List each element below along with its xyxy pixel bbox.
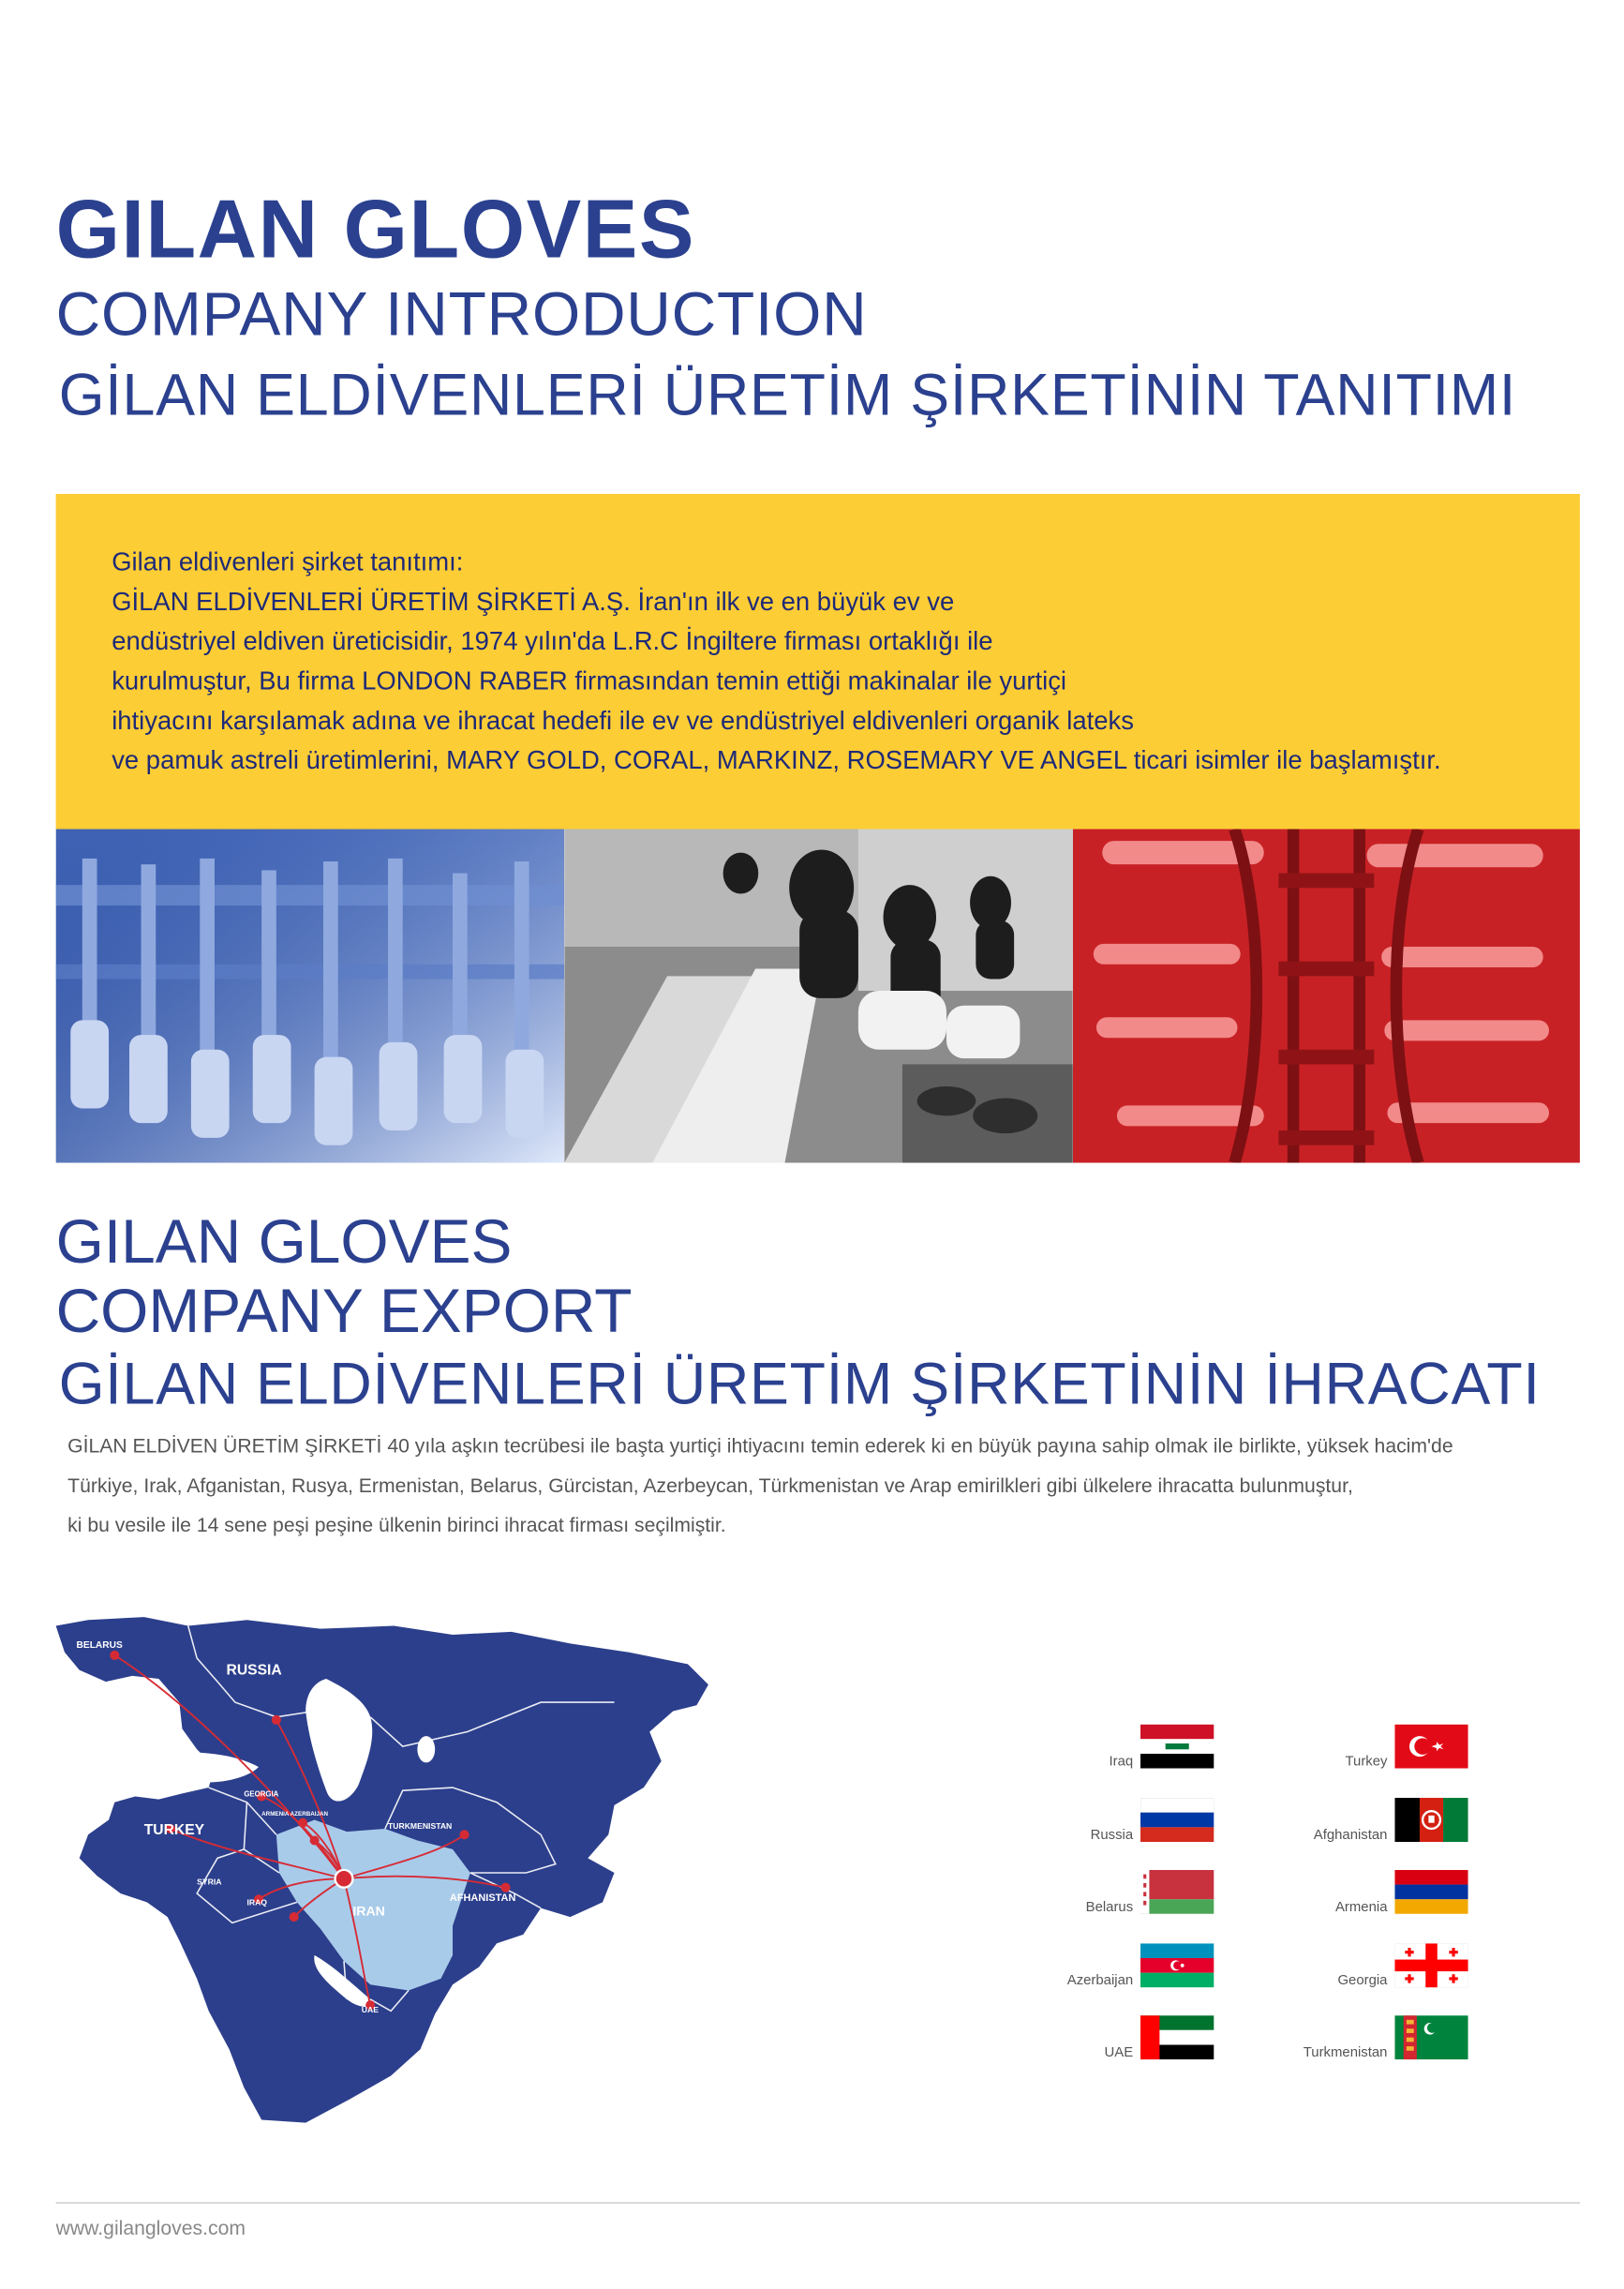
workers-photo-gray xyxy=(564,830,1073,1163)
intro-line: GİLAN ELDİVENLERİ ÜRETİM ŞİRKETİ A.Ş. İran'ın ilk ve en büyük ev ve xyxy=(112,586,955,617)
armenia-flag-icon xyxy=(1394,1870,1468,1914)
intro-box xyxy=(56,494,1580,830)
flag-label-azerbaijan: Azerbaijan xyxy=(1066,1972,1134,1989)
export-paragraph-line: ki bu vesile ile 14 sene peşi peşine ülkenin birinci ihracat firması seçilmiştir. xyxy=(67,1514,726,1536)
subtitle-english: COMPANY INTRODUCTION xyxy=(55,278,868,349)
intro-line: ihtiyacını karşılamak adına ve ihracat hedefi ile ev ve endüstriyel eldivenleri organik lateks xyxy=(112,705,1134,736)
export-paragraph-line: GİLAN ELDİVEN ÜRETİM ŞİRKETİ 40 yıla aşkın tecrübesi ile başta yurtiçi ihtiyacını temin ederek ki en büyük payına sahip olmak ile birlikte, yüksek hacim'de xyxy=(67,1434,1453,1458)
intro-line: ve pamuk astreli üretimlerini, MARY GOLD, CORAL, MARKINZ, ROSEMARY VE ANGEL ticari isimler ile başlamıştır. xyxy=(112,745,1441,775)
export-map xyxy=(56,1614,718,2129)
flag-label-belarus: Belarus xyxy=(1085,1899,1134,1916)
map-label-russia: RUSSIA xyxy=(226,1662,282,1679)
iraq-flag-icon xyxy=(1140,1725,1214,1769)
factory-molds-photo-blue xyxy=(56,830,565,1163)
turkey-flag-icon xyxy=(1394,1725,1468,1769)
flag-label-iraq: Iraq xyxy=(1109,1753,1134,1771)
flag-label-afghanistan: Afghanistan xyxy=(1313,1827,1388,1844)
intro-line: endüstriyel eldiven üreticisidir, 1974 yılın'da L.R.C İngiltere firması ortaklığı ile xyxy=(112,626,993,656)
flag-label-turkmenistan: Turkmenistan xyxy=(1303,2044,1388,2061)
russia-flag-icon xyxy=(1140,1798,1214,1842)
map-label-georgia: GEORGIA xyxy=(244,1789,279,1799)
intro-line: Gilan eldivenleri şirket tanıtımı: xyxy=(112,546,464,576)
brand-title: GILAN GLOVES xyxy=(55,182,696,276)
map-label-iraq: IRAQ xyxy=(246,1897,268,1908)
map-label-iran: IRAN xyxy=(352,1903,385,1919)
export-title-line2: COMPANY EXPORT xyxy=(55,1276,633,1345)
map-label-syria: SYRIA xyxy=(197,1877,222,1887)
footer-divider xyxy=(56,2202,1580,2204)
flag-label-georgia: Georgia xyxy=(1337,1972,1388,1989)
map-label-belarus: BELARUS xyxy=(76,1640,123,1652)
export-title-line1: GILAN GLOVES xyxy=(55,1206,513,1277)
flag-label-armenia: Armenia xyxy=(1334,1899,1388,1916)
map-label-turkmenistan: TURKMENISTAN xyxy=(388,1820,453,1831)
turkmenistan-flag-icon xyxy=(1394,2015,1468,2059)
intro-line: kurulmuştur, Bu firma LONDON RABER firmasından temin ettiği makinalar ile yurtiçi xyxy=(112,666,1067,696)
flag-label-turkey: Turkey xyxy=(1345,1753,1388,1771)
afghanistan-flag-icon xyxy=(1394,1798,1468,1842)
belarus-flag-icon xyxy=(1140,1870,1214,1914)
export-title-turkish: GİLAN ELDİVENLERİ ÜRETİM ŞİRKETİNİN İHRACATI xyxy=(58,1352,1541,1417)
export-paragraph-line: Türkiye, Irak, Afganistan, Rusya, Ermenistan, Belarus, Gürcistan, Azerbeycan, Türkmenistan ve Arap emirilkleri gibi ülkelere ihracatta bulunmuştur, xyxy=(67,1474,1353,1497)
map-label-turkey: TURKEY xyxy=(143,1822,205,1839)
uae-flag-icon xyxy=(1140,2015,1214,2059)
iran-hub-marker xyxy=(335,1870,353,1888)
footer-website-link[interactable]: www.gilangloves.com xyxy=(55,2216,246,2239)
map-label-uae: UAE xyxy=(361,2005,379,2015)
georgia-flag-icon xyxy=(1394,1943,1468,1987)
flag-label-uae: UAE xyxy=(1104,2044,1134,2061)
production-line-photo-red xyxy=(1073,830,1582,1163)
flag-label-russia: Russia xyxy=(1090,1827,1134,1844)
map-label-armenia-azerbaijan: ARMENIA AZERBAIJAN xyxy=(261,1810,329,1818)
subtitle-turkish: GİLAN ELDİVENLERİ ÜRETİM ŞİRKETİNİN TANITIMI xyxy=(58,363,1517,428)
map-label-afhanistan: AFHANISTAN xyxy=(449,1892,516,1904)
azerbaijan-flag-icon xyxy=(1140,1943,1214,1987)
